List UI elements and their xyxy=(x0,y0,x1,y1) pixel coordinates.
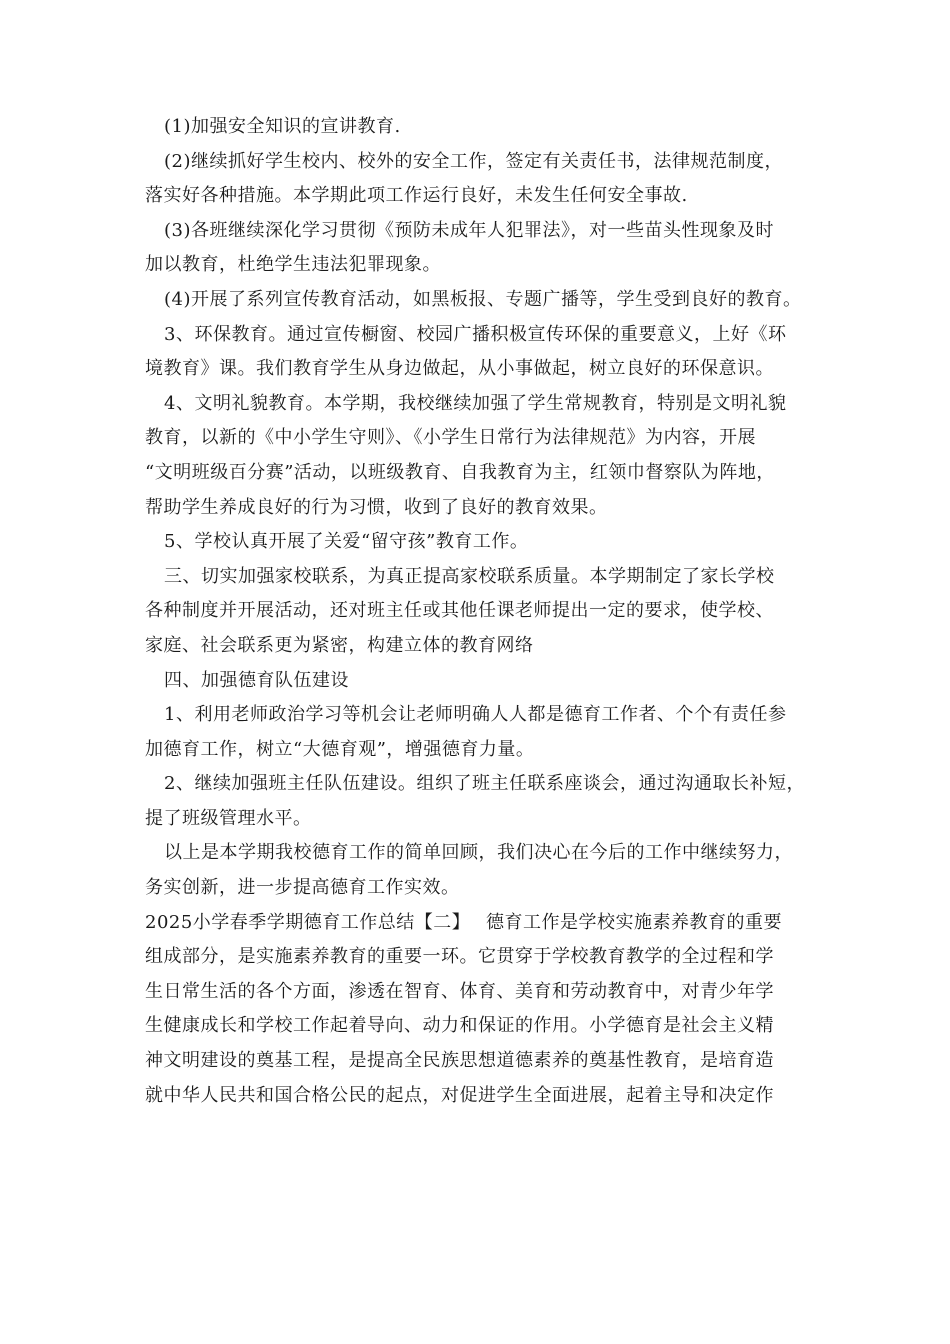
document-body xyxy=(145,110,815,1113)
paragraph-line: (1)加强安全知识的宣讲教育. xyxy=(164,116,401,137)
paragraph-line: 以上是本学期我校德育工作的简单回顾，我们决心在今后的工作中继续努力， xyxy=(164,842,793,864)
paragraph-line: 神文明建设的奠基工程，是提高全民族思想道德素养的奠基性教育，是培育造 xyxy=(145,1050,774,1072)
paragraph-line: 落实好各种措施。本学期此项工作运行良好，未发生任何安全事故. xyxy=(145,185,688,207)
paragraph-line: 5、学校认真开展了关爱“留守孩”教育工作。 xyxy=(164,531,529,553)
paragraph-line: 生日常生活的各个方面，渗透在智育、体育、美育和劳动教育中，对青少年学 xyxy=(145,980,774,1002)
paragraph-line: 3、环保教育。通过宣传橱窗、校园广播积极宣传环保的重要意义，上好《环 xyxy=(164,323,787,345)
paragraph-line: (3)各班继续深化学习贯彻《预防未成年人犯罪法》，对一些苗头性现象及时 xyxy=(164,219,774,241)
paragraph-line: 加德育工作，树立“大德育观”，增强德育力量。 xyxy=(145,738,535,760)
paragraph-line: (4)开展了系列宣传教育活动，如黑板报、专题广播等，学生受到良好的教育。 xyxy=(164,288,802,310)
paragraph-line: “文明班级百分赛”活动，以班级教育、自我教育为主，红领巾督察队为阵地， xyxy=(145,461,775,483)
paragraph-line: 4、文明礼貌教育。本学期，我校继续加强了学生常规教育，特别是文明礼貌 xyxy=(164,392,787,414)
paragraph-line: 各种制度并开展活动，还对班主任或其他任课老师提出一定的要求，使学校、 xyxy=(145,600,774,622)
section-heading-line: 2025小学春季学期德育工作总结【二】 德育工作是学校实施素养教育的重要 xyxy=(145,911,783,933)
paragraph-line: 提了班级管理水平。 xyxy=(145,807,312,829)
paragraph-line: 帮助学生养成良好的行为习惯，收到了良好的教育效果。 xyxy=(145,496,608,518)
paragraph-line: 境教育》课。我们教育学生从身边做起，从小事做起，树立良好的环保意识。 xyxy=(145,358,774,380)
paragraph-line: 加以教育，杜绝学生违法犯罪现象。 xyxy=(145,254,441,276)
paragraph-line: 三、切实加强家校联系，为真正提高家校联系质量。本学期制定了家长学校 xyxy=(164,565,775,587)
paragraph-line: 组成部分，是实施素养教育的重要一环。它贯穿于学校教育教学的全过程和学 xyxy=(145,946,774,968)
paragraph-line: 务实创新，进一步提高德育工作实效。 xyxy=(145,877,460,899)
paragraph-line: 生健康成长和学校工作起着导向、动力和保证的作用。小学德育是社会主义精 xyxy=(145,1015,774,1037)
paragraph-line: 就中华人民共和国合格公民的起点，对促进学生全面进展，起着主导和决定作 xyxy=(145,1084,774,1106)
paragraph-line: 2、继续加强班主任队伍建设。组织了班主任联系座谈会，通过沟通取长补短， xyxy=(164,773,805,795)
paragraph-line: 家庭、社会联系更为紧密，构建立体的教育网络 xyxy=(145,634,534,656)
paragraph-line: (2)继续抓好学生校内、校外的安全工作，签定有关责任书，法律规范制度， xyxy=(164,150,783,172)
paragraph-line: 1、利用老师政治学习等机会让老师明确人人都是德育工作者、个个有责任参 xyxy=(164,704,787,726)
paragraph-line: 教育，以新的《中小学生守则》、《小学生日常行为法律规范》为内容，开展 xyxy=(145,427,756,449)
paragraph-line: 四、加强德育队伍建设 xyxy=(164,669,349,691)
